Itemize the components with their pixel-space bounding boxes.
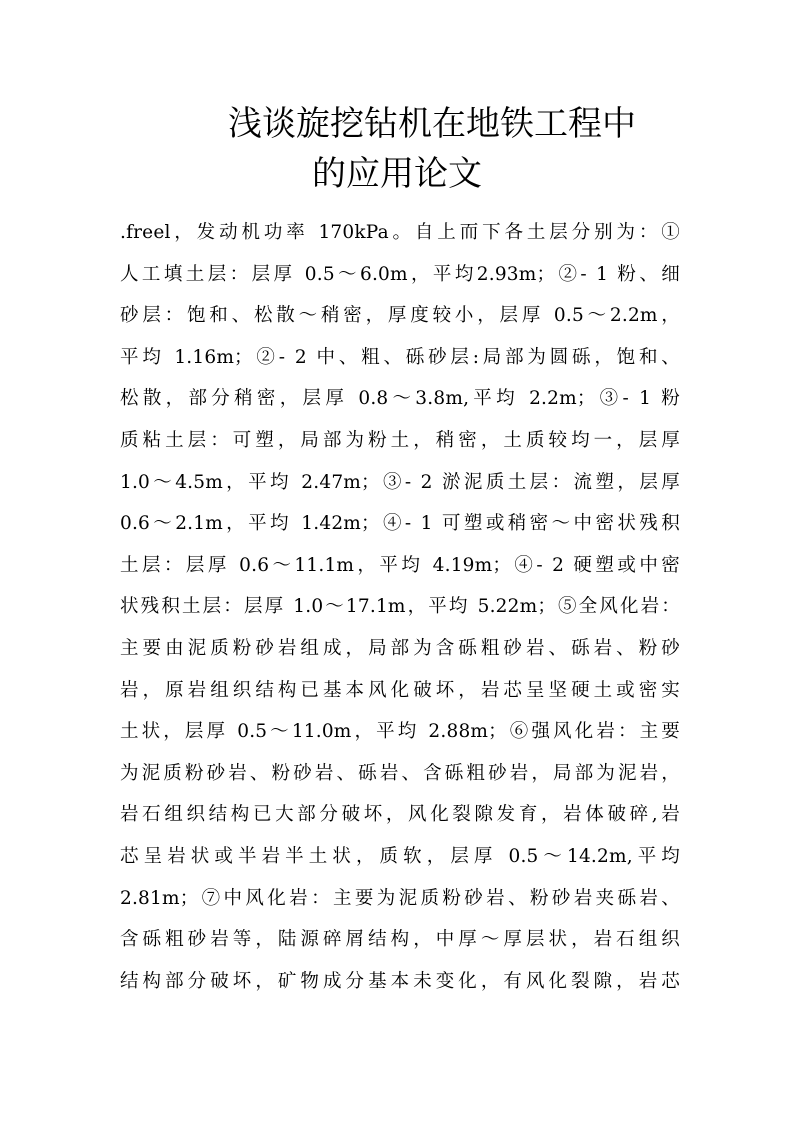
body-line: 状残积土层：层厚 1.0～17.1m，平均 5.22m；⑤全风化岩： bbox=[120, 596, 680, 618]
body-line: 松散，部分稍密，层厚 0.8～3.8m,平均 2.2m；③- 1 粉 bbox=[120, 388, 680, 410]
body-line: 结构部分破坏，矿物成分基本未变化，有风化裂隙，岩芯 bbox=[120, 970, 680, 992]
body-line: 0.6～2.1m，平均 1.42m；④- 1 可塑或稍密～中密状残积 bbox=[120, 513, 680, 535]
body-line: 土状，层厚 0.5～11.0m，平均 2.88m；⑥强风化岩：主要 bbox=[120, 721, 680, 743]
body-line: .freel，发动机功率 170kPa。自上而下各土层分别为：① bbox=[120, 222, 680, 243]
body-line: 砂层：饱和、松散～稍密，厚度较小，层厚 0.5～2.2m， bbox=[120, 305, 680, 327]
body-line: 含砾粗砂岩等，陆源碎屑结构，中厚～厚层状，岩石组织 bbox=[120, 929, 680, 951]
document-title-line-2: 的应用论文 bbox=[312, 154, 482, 194]
body-line: 岩石组织结构已大部分破坏，风化裂隙发育，岩体破碎,岩 bbox=[120, 804, 680, 826]
body-line: 质粘土层：可塑，局部为粉土，稍密，土质较均一，层厚 bbox=[120, 429, 680, 451]
body-line: 2.81m；⑦中风化岩：主要为泥质粉砂岩、粉砂岩夹砾岩、 bbox=[120, 887, 680, 909]
body-line: 岩，原岩组织结构已基本风化破坏，岩芯呈坚硬土或密实 bbox=[120, 679, 680, 701]
body-line: 土层：层厚 0.6～11.1m，平均 4.19m；④- 2 硬塑或中密 bbox=[120, 554, 680, 576]
body-line: 人工填土层：层厚 0.5～6.0m，平均2.93m；②- 1 粉、细 bbox=[120, 263, 680, 285]
body-line: 平均 1.16m；②- 2 中、粗、砾砂层:局部为圆砾，饱和、 bbox=[120, 346, 680, 368]
body-line: 芯呈岩状或半岩半土状，质软，层厚 0.5～14.2m,平均 bbox=[120, 845, 680, 867]
body-line: 主要由泥质粉砂岩组成，局部为含砾粗砂岩、砾岩、粉砂 bbox=[120, 637, 680, 659]
body-line: 1.0～4.5m，平均 2.47m；③- 2 淤泥质土层：流塑，层厚 bbox=[120, 471, 680, 493]
document-title-line-1: 浅谈旋挖钻机在地铁工程中 bbox=[228, 104, 636, 144]
body-line: 为泥质粉砂岩、粉砂岩、砾岩、含砾粗砂岩，局部为泥岩， bbox=[120, 762, 680, 784]
document-body bbox=[120, 218, 680, 1008]
